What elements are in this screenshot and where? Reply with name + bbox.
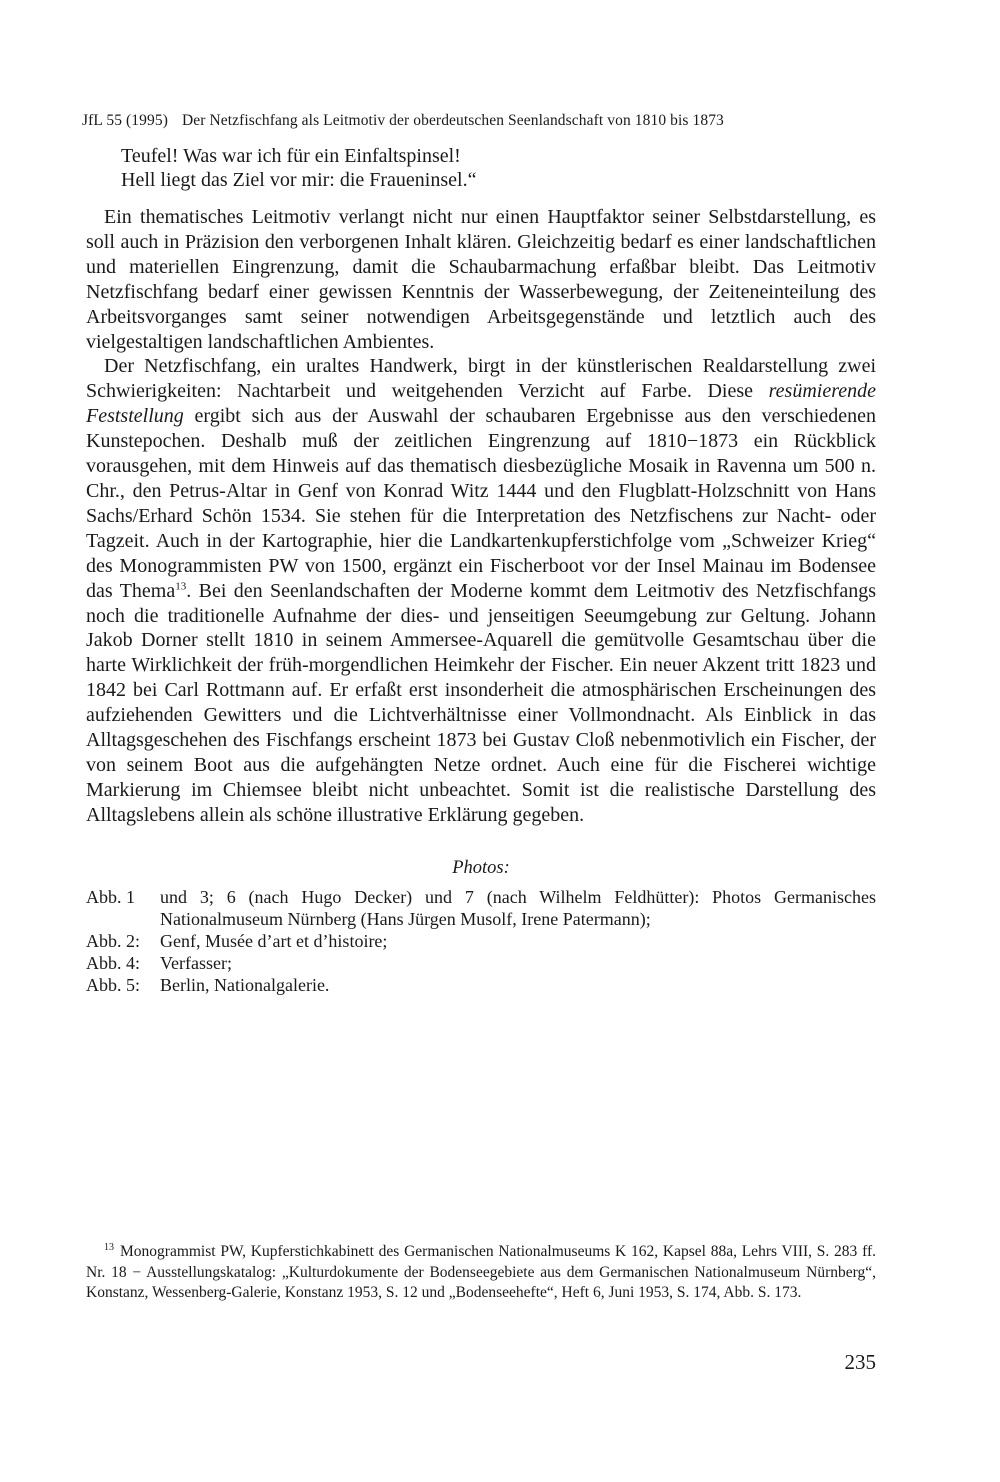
page-number: 235 xyxy=(844,1350,876,1374)
article-title: Der Netzfischfang als Leitmotiv der oberdeutschen Seenlandschaft von 1810 bis 1873 xyxy=(181,112,724,129)
credit-label: Abb. 1 xyxy=(86,886,135,907)
photos-heading: Photos: xyxy=(452,857,510,878)
credit-text: und 3; 6 (nach Hugo Decker) und 7 (nach Wilhelm Feldhütter): Photos Germanisches Nationalmuseum Nürnberg (Hans Jürgen Musolf, Irene Patermann); xyxy=(160,886,876,929)
credit-item xyxy=(86,886,876,930)
credit-item xyxy=(86,974,876,996)
verse-line: Teufel! Was war ich für ein Einfaltspinsel! xyxy=(121,145,461,167)
page-content xyxy=(82,112,877,997)
paragraph-text: Der Netzfischfang, ein uraltes Handwerk, birgt in der künstlerischen Realdarstellung zwei Schwierigkeiten: Nachtarbeit und weitgehenden Verzicht auf Farbe. Diese xyxy=(86,355,876,403)
paragraph-text: ergibt sich aus der Auswahl der schaubaren Ergebnisse aus den verschiedenen Kunstepochen. Deshalb muß der zeitlichen Eingrenzung auf 1810−1873 ein Rückblick vorausgehen, mit dem Hinweis auf das thematisch diesbezügliche Mosaik in Ravenna um 500 n. Chr., den Petrus-Altar in Genf von Konrad Witz 1444 und den Flugblatt-Holzschnitt von Hans Sachs/Erhard Schön 1534. Sie stehen für die Interpretation des Netzfischens zur Nacht- oder Tagzeit. Auch in der Kartographie, hier die Landkartenkupferstichfolge vom „Schweizer Krieg“ des Monogrammisten PW von 1500, ergänzt ein Fischerboot vor der Insel Mainau im Bodensee das Thema xyxy=(86,405,876,602)
verse-line: Hell liegt das Ziel vor mir: die Fraueninsel.“ xyxy=(121,169,477,191)
footnote-mark: 13 xyxy=(104,1241,114,1253)
credit-label: Abb. 4: xyxy=(86,953,140,974)
emphasis-text: resümierende Feststellung xyxy=(86,380,876,428)
credit-item xyxy=(86,930,876,952)
footnote-text: Monogrammist PW, Kupferstichkabinett des Germanischen Nationalmuseums K 162, Kapsel 88a, Lehrs VIII, S. 283 ff. Nr. 18 − Ausstellungskatalog: „Kulturdokumente der Bodenseegebiete aus dem Germanischen Nationalmuseum Nürnberg“, Konstanz, Wessenberg-Galerie, Konstanz 1953, S. 12 und „Bodenseehefte“, Heft 6, Juni 1953, S. 174, Abb. S. 173. xyxy=(86,1243,876,1301)
credit-text: Berlin, Nationalgalerie. xyxy=(160,975,330,996)
credit-label: Abb. 5: xyxy=(86,975,140,996)
footnote-reference[interactable]: 13 xyxy=(175,579,187,592)
paragraph: Ein thematisches Leitmotiv verlangt nicht nur einen Hauptfaktor seiner Selbstdarstellung, es soll auch in Präzision den verborgenen Inhalt klären. Gleichzeitig bedarf es einer landschaftlichen und materiellen Eingrenzung, damit die Schaubarmachung erfaßbar bleibt. Das Leitmotiv Netzfischfang bedarf einer gewissen Kenntnis der Wasserbewegung, der Zeiteneinteilung des Arbeitsvorganges samt seiner notwendigen Arbeitsgegenstände und letztlich auch des vielgestaltigen landschaftlichen Ambientes. xyxy=(86,206,876,353)
body-text xyxy=(86,205,876,828)
credit-text: Genf, Musée d’art et d’histoire; xyxy=(160,931,388,952)
paragraph-text: . Bei den Seenlandschaften der Moderne kommt dem Leitmotiv des Netzfischfangs noch die traditionelle Aufnahme der dies- und jenseitigen Seeumgebung zur Geltung. Johann Jakob Dorner stellt 1810 in seinem Ammersee-Aquarell die gemütvolle Gesamtschau über die harte Wirklichkeit der früh-morgendlichen Heimkehr der Fischer. Ein neuer Akzent tritt 1823 und 1842 bei Carl Rottmann auf. Er erfaßt erst insonderheit die atmosphärischen Erscheinungen des aufziehenden Gewitters und die Lichtverhältnisse einer Vollmondnacht. Als Einblick in das Alltagsgeschehen des Fischfangs erscheint 1873 bei Gustav Cloß nebenmotivlich ein Fischer, der von seinem Boot aus die aufgehängten Netze ordnet. Auch eine für die Fischerei wichtige Markierung im Chiemsee bleibt nicht unbeachtet. Somit ist die realistische Darstellung des Alltagslebens allein als schöne illustrative Erklärung gegeben. xyxy=(86,579,877,826)
footnote xyxy=(86,1242,876,1304)
journal-reference: JfL 55 (1995) xyxy=(82,112,168,129)
running-head xyxy=(82,112,876,130)
credit-item xyxy=(86,952,876,974)
credit-text: Verfasser; xyxy=(160,953,232,974)
credit-label: Abb. 2: xyxy=(86,931,140,952)
photo-credits xyxy=(86,886,876,997)
paragraph xyxy=(86,354,876,827)
verse-quote xyxy=(121,144,876,192)
